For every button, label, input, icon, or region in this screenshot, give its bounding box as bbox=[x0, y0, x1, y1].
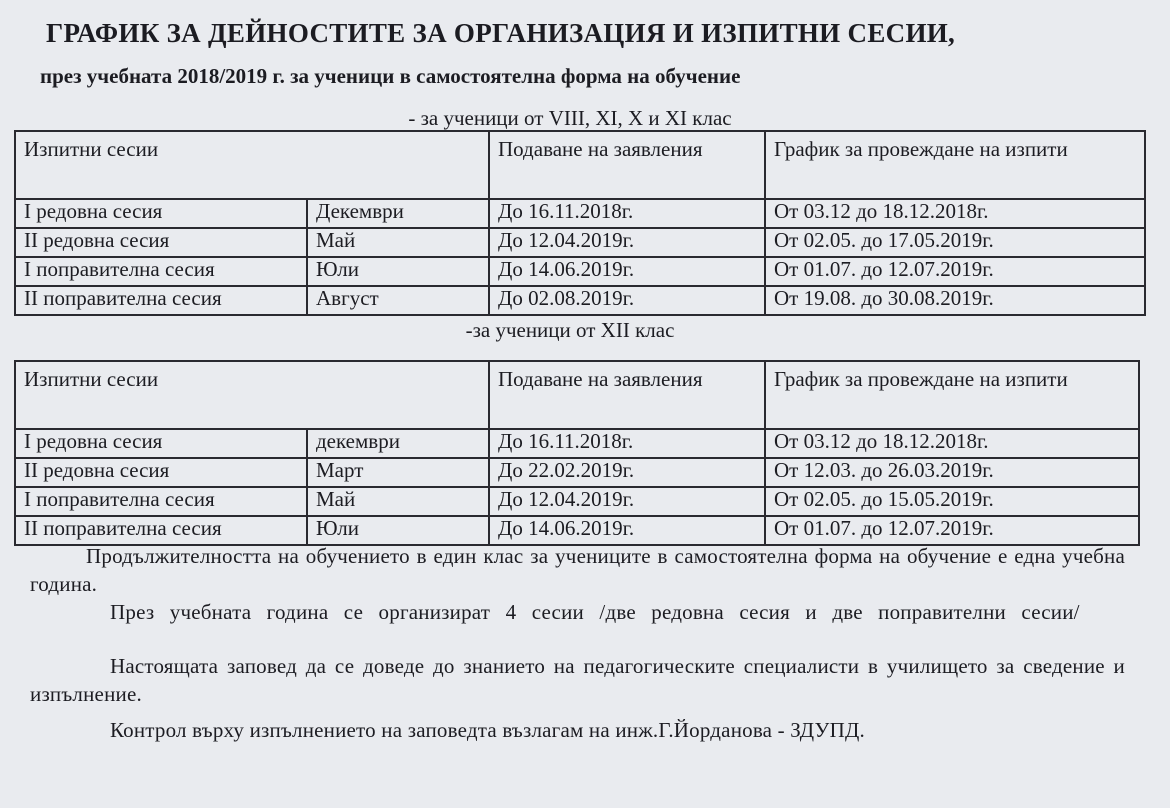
session-cell: II редовна сесия bbox=[15, 458, 307, 487]
table-row bbox=[15, 516, 1139, 545]
document-title: ГРАФИК ЗА ДЕЙНОСТИТЕ ЗА ОРГАНИЗАЦИЯ И ИЗПИТНИ СЕСИИ, bbox=[46, 18, 956, 48]
header-schedule: График за провеждане на изпити bbox=[765, 131, 1145, 199]
application-deadline-cell: До 12.04.2019г. bbox=[489, 487, 765, 516]
exam-dates-cell: От 01.07. до 12.07.2019г. bbox=[765, 516, 1139, 545]
session-cell: I поправителна сесия bbox=[15, 487, 307, 516]
header-sessions: Изпитни сесии bbox=[15, 131, 489, 199]
exam-dates-cell: От 03.12 до 18.12.2018г. bbox=[765, 429, 1139, 458]
month-cell: декември bbox=[307, 429, 489, 458]
section1-caption: - за ученици от VIII, XI, X и XI клас bbox=[408, 106, 732, 130]
session-cell: I поправителна сесия bbox=[15, 257, 307, 286]
paragraph-duration: Продължителността на обучението в един клас за учениците в самостоятелна форма на обучение е една учебна година. bbox=[30, 544, 1125, 596]
exam-dates-cell: От 19.08. до 30.08.2019г. bbox=[765, 286, 1145, 315]
header-schedule: График за провеждане на изпити bbox=[765, 361, 1139, 429]
exam-dates-cell: От 03.12 до 18.12.2018г. bbox=[765, 199, 1145, 228]
paragraph-control: Контрол върху изпълнението на заповедта възлагам на инж.Г.Йорданова - ЗДУПД. bbox=[110, 718, 865, 742]
month-cell: Юли bbox=[307, 516, 489, 545]
application-deadline-cell: До 12.04.2019г. bbox=[489, 228, 765, 257]
application-deadline-cell: До 02.08.2019г. bbox=[489, 286, 765, 315]
header-applications: Подаване на заявления bbox=[489, 361, 765, 429]
table-row bbox=[15, 286, 1145, 315]
application-deadline-cell: До 16.11.2018г. bbox=[489, 199, 765, 228]
paragraph-sessions: През учебната година се организират 4 сесии /две редовна сесия и две поправителни сесии/ bbox=[110, 600, 1080, 624]
header-applications: Подаване на заявления bbox=[489, 131, 765, 199]
month-cell: Декември bbox=[307, 199, 489, 228]
section2-caption: -за ученици от XII клас bbox=[465, 318, 675, 342]
application-deadline-cell: До 22.02.2019г. bbox=[489, 458, 765, 487]
schedule-table-grades-8-11 bbox=[14, 130, 1146, 316]
session-cell: I редовна сесия bbox=[15, 199, 307, 228]
exam-dates-cell: От 01.07. до 12.07.2019г. bbox=[765, 257, 1145, 286]
exam-dates-cell: От 12.03. до 26.03.2019г. bbox=[765, 458, 1139, 487]
exam-dates-cell: От 02.05. до 17.05.2019г. bbox=[765, 228, 1145, 257]
month-cell: Март bbox=[307, 458, 489, 487]
table-row bbox=[15, 487, 1139, 516]
header-sessions: Изпитни сесии bbox=[15, 361, 489, 429]
document-subtitle: през учебната 2018/2019 г. за ученици в самостоятелна форма на обучение bbox=[40, 64, 741, 88]
session-cell: I редовна сесия bbox=[15, 429, 307, 458]
exam-dates-cell: От 02.05. до 15.05.2019г. bbox=[765, 487, 1139, 516]
table-row bbox=[15, 257, 1145, 286]
schedule-table-grade-12 bbox=[14, 360, 1140, 546]
table-row bbox=[15, 228, 1145, 257]
table-row bbox=[15, 199, 1145, 228]
month-cell: Юли bbox=[307, 257, 489, 286]
table-row bbox=[15, 429, 1139, 458]
application-deadline-cell: До 14.06.2019г. bbox=[489, 257, 765, 286]
month-cell: Май bbox=[307, 228, 489, 257]
session-cell: II поправителна сесия bbox=[15, 286, 307, 315]
application-deadline-cell: До 16.11.2018г. bbox=[489, 429, 765, 458]
month-cell: Август bbox=[307, 286, 489, 315]
session-cell: II поправителна сесия bbox=[15, 516, 307, 545]
application-deadline-cell: До 14.06.2019г. bbox=[489, 516, 765, 545]
table-row bbox=[15, 458, 1139, 487]
month-cell: Май bbox=[307, 487, 489, 516]
paragraph-order: Настоящата заповед да се доведе до знанието на педагогическите специалисти в училището за сведение и изпълнение. bbox=[30, 654, 1125, 706]
session-cell: II редовна сесия bbox=[15, 228, 307, 257]
